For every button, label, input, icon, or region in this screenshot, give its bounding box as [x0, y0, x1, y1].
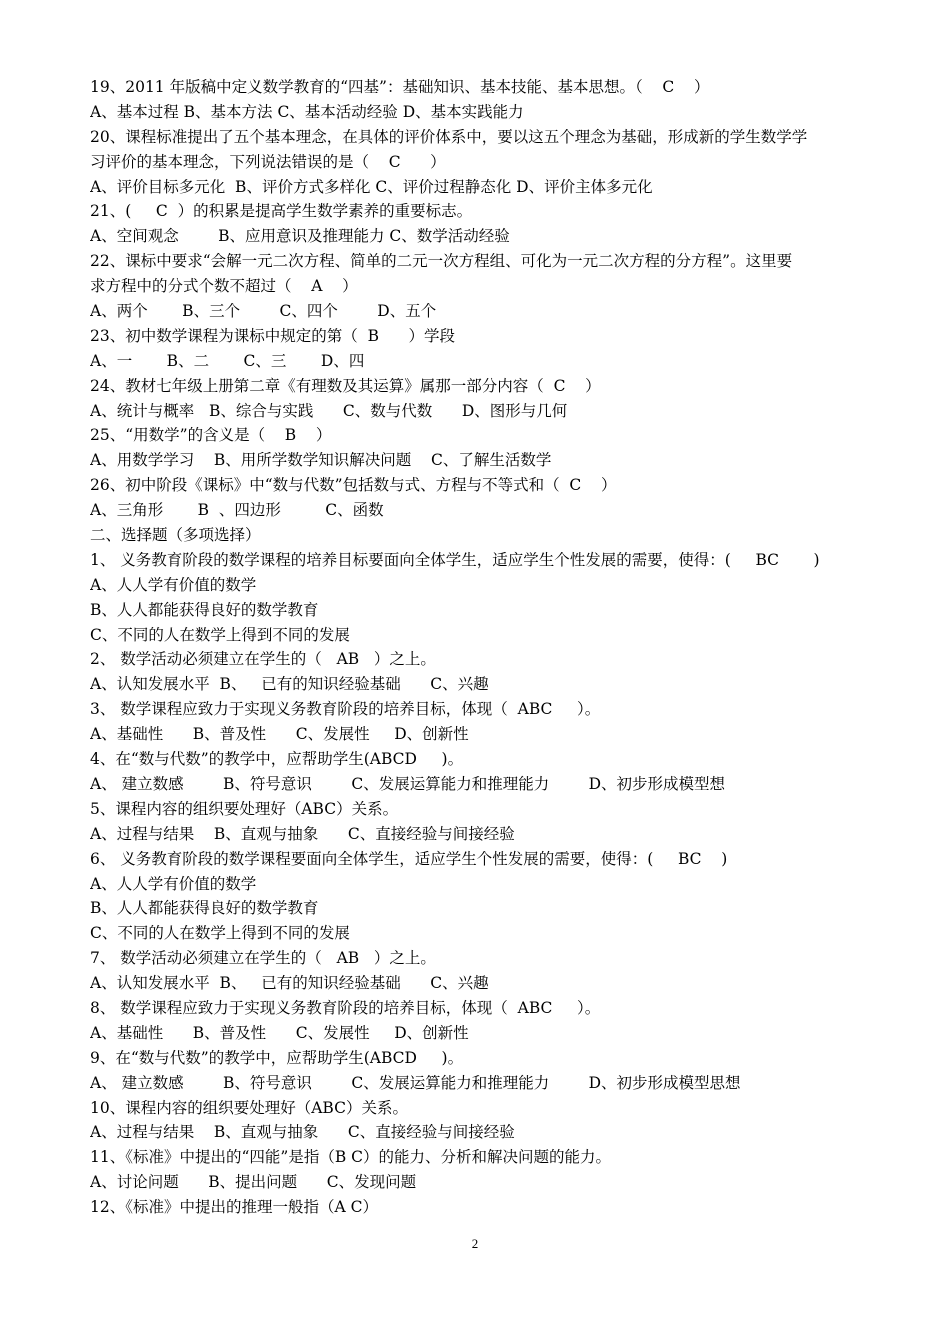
- multi-question-6-option-a: A、人人学有价值的数学: [90, 874, 257, 893]
- question-22-continued: 求方程中的分式个数不超过（ A ）: [90, 277, 358, 296]
- multi-question-6: 6、 义务教育阶段的数学课程要面向全体学生，适应学生个性发展的需要，使得：( BC ): [90, 849, 728, 868]
- multi-question-5-options: A、过程与结果 B、直观与抽象 C、直接经验与间接经验: [90, 824, 515, 843]
- multi-question-11: 11、《标准》中提出的“四能”是指（B C）的能力、分析和解决问题的能力。: [90, 1148, 612, 1167]
- multi-question-3-options: A、基础性 B、普及性 C、发展性 D、创新性: [90, 725, 469, 744]
- multi-question-11-options: A、讨论问题 B、提出问题 C、发现问题: [90, 1173, 417, 1192]
- multi-question-3: 3、 数学课程应致力于实现义务教育阶段的培养目标，体现（ ABC ）。: [90, 700, 601, 719]
- multi-question-1-option-c: C、不同的人在数学上得到不同的发展: [90, 625, 350, 644]
- multi-question-5: 5、课程内容的组织要处理好（ABC）关系。: [90, 799, 399, 818]
- multi-question-9: 9、在“数与代数”的教学中，应帮助学生(ABCD )。: [90, 1048, 464, 1067]
- multi-question-10: 10、课程内容的组织要处理好（ABC）关系。: [90, 1098, 408, 1117]
- multi-question-12: 12、《标准》中提出的推理一般指（A C）: [90, 1198, 378, 1217]
- question-19: 19、2011 年版稿中定义数学教育的“四基”：基础知识、基本技能、基本思想。（ C ）: [90, 78, 710, 96]
- multi-question-4: 4、在“数与代数”的教学中，应帮助学生(ABCD )。: [90, 750, 464, 769]
- multi-question-9-options: A、 建立数感 B、符号意识 C、发展运算能力和推理能力 D、初步形成模型思想: [90, 1073, 741, 1092]
- multi-question-2: 2、 数学活动必须建立在学生的（ AB ）之上。: [90, 650, 436, 669]
- question-20-continued: 习评价的基本理念，下列说法错误的是（ C ）: [90, 152, 446, 171]
- multi-question-7: 7、 数学活动必须建立在学生的（ AB ）之上。: [90, 949, 436, 968]
- question-23: 23、初中数学课程为课标中规定的第（ B ）学段: [90, 326, 456, 345]
- question-25: 25、“用数学”的含义是（ B ）: [90, 426, 332, 445]
- multi-question-1: 1、 义务教育阶段的数学课程的培养目标要面向全体学生，适应学生个性发展的需要，使得：( BC ): [90, 550, 820, 569]
- question-26: 26、初中阶段《课标》中“数与代数”包括数与式、方程与不等式和（ C ）: [90, 476, 617, 495]
- question-22: 22、课标中要求“会解一元二次方程、简单的二元一次方程组、可化为一元二次方程的分方程”。这里要: [90, 252, 793, 271]
- question-24-options: A、统计与概率 B、综合与实践 C、数与代数 D、图形与几何: [90, 401, 568, 420]
- question-24: 24、教材七年级上册第二章《有理数及其运算》属那一部分内容（ C ）: [90, 376, 601, 395]
- question-20: 20、课程标准提出了五个基本理念，在具体的评价体系中，要以这五个理念为基础，形成新的学生数学学: [90, 127, 808, 146]
- multi-question-1-option-b: B、人人都能获得良好的数学教育: [90, 600, 319, 619]
- multi-question-4-options: A、 建立数感 B、符号意识 C、发展运算能力和推理能力 D、初步形成模型想: [90, 774, 726, 793]
- question-26-options: A、三角形 B 、四边形 C、函数: [90, 501, 384, 520]
- multi-question-8: 8、 数学课程应致力于实现义务教育阶段的培养目标，体现（ ABC ）。: [90, 998, 601, 1017]
- multi-question-2-options: A、认知发展水平 B、 已有的知识经验基础 C、兴趣: [90, 675, 489, 694]
- multi-question-10-options: A、过程与结果 B、直观与抽象 C、直接经验与间接经验: [90, 1123, 515, 1142]
- section-heading: 二、选择题（多项选择）: [90, 526, 261, 545]
- multi-question-6-option-c: C、不同的人在数学上得到不同的发展: [90, 924, 350, 943]
- multi-question-8-options: A、基础性 B、普及性 C、发展性 D、创新性: [90, 1023, 469, 1042]
- question-22-options: A、两个 B、三个 C、四个 D、五个: [90, 302, 437, 321]
- question-20-options: A、评价目标多元化 B、评价方式多样化 C、评价过程静态化 D、评价主体多元化: [90, 177, 653, 196]
- question-19-options: A、基本过程 B、基本方法 C、基本活动经验 D、基本实践能力: [90, 102, 524, 121]
- question-25-options: A、用数学学习 B、用所学数学知识解决问题 C、了解生活数学: [90, 451, 552, 470]
- multi-question-6-option-b: B、人人都能获得良好的数学教育: [90, 899, 319, 918]
- question-21: 21、( C ）的积累是提高学生数学素养的重要标志。: [90, 202, 473, 221]
- page-number: 2: [471, 1236, 479, 1251]
- multi-question-1-option-a: A、人人学有价值的数学: [90, 575, 257, 594]
- document-body: [90, 75, 870, 1220]
- question-23-options: A、一 B、二 C、三 D、四: [90, 351, 365, 370]
- question-21-options: A、空间观念 B、应用意识及推理能力 C、数学活动经验: [90, 227, 510, 246]
- multi-question-7-options: A、认知发展水平 B、 已有的知识经验基础 C、兴趣: [90, 974, 489, 993]
